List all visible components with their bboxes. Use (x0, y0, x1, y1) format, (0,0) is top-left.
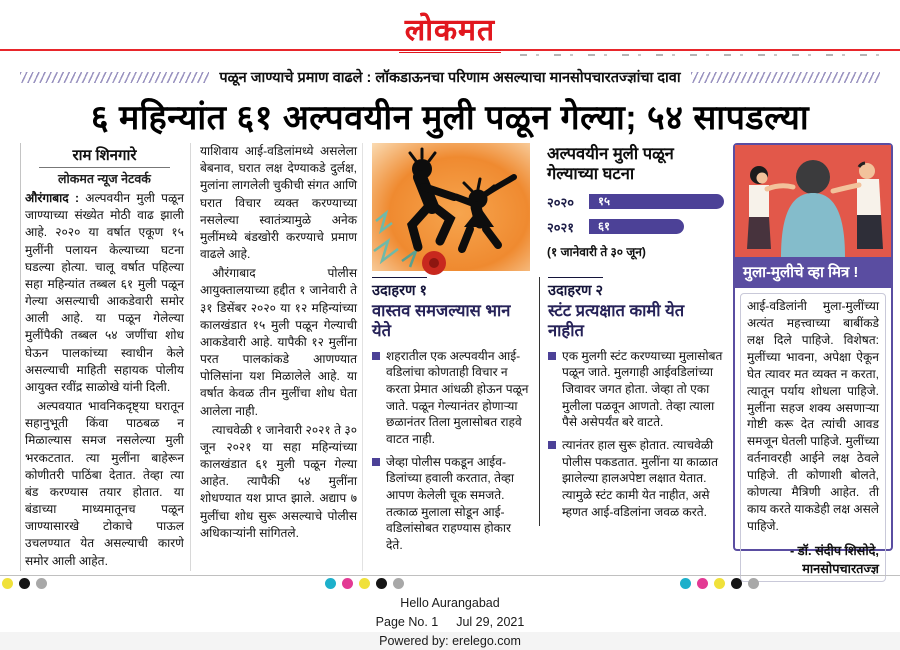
chart-category-label: २०२० (547, 193, 581, 211)
edition-name: Hello Aurangabad (0, 594, 900, 613)
example-2-bullets (548, 348, 724, 521)
gray-dot-icon (748, 578, 759, 589)
page-number: Page No. 1 (376, 615, 439, 629)
yellow-dot-icon (2, 578, 13, 589)
runaway-incidents-chart (539, 143, 724, 275)
lokmat-logo: लोकमत (399, 8, 501, 53)
black-dot-icon (731, 578, 742, 589)
example-1-title: वास्तव समजल्यास भान येते (372, 302, 530, 342)
example-2-section (539, 277, 724, 526)
runaway-couple-illustration (372, 143, 530, 271)
bullet-square-icon (548, 441, 556, 449)
magenta-dot-icon (342, 578, 353, 589)
masthead (0, 0, 900, 46)
epaper-footer (0, 590, 900, 650)
example-2-title: स्टंट प्रत्यक्षात कामी येत नाहीत (548, 302, 724, 342)
kicker-row (20, 67, 880, 87)
article-paragraph: औरंगाबाद पोलीस आयुक्तालयाच्या हद्दीत १ जानेवारी ते ३१ डिसेंबर २०२० या १२ महिन्यांच्या कालखंडात १५ मुली पळून गेल्याची आकडेवारी आहे. यापैकी १२ मुलींना परत पालकांकडे आणण्यात पोलिसांना यश मिळालेले आहे. या वर्षात केवळ तीन मुलींचा शोध घेता आलेला नाही. (200, 265, 357, 420)
chart-category-label: २०२१ (547, 218, 581, 236)
hatch-decoration-left (20, 72, 209, 83)
example-1-bullets (372, 348, 530, 554)
expert-role: मानसोपचारतज्ज्ञ (747, 559, 879, 577)
bullet-item (372, 454, 530, 554)
expert-name: - डॉ. संदीप शिसोदे, (747, 541, 879, 559)
gray-dot-icon (36, 578, 47, 589)
bullet-text: एक मुलगी स्टंट करण्याच्या मुलासोबत पळून जाते. मुलगाही आईवडिलांच्या जिवावर जगत होता. जेव्हा तो एका मुलीला पळवून आणतो. तेव्हा त्याला पैसे असेपर्यंत बरे वाटते. (562, 348, 724, 431)
example-1-section (372, 277, 530, 554)
edition-date: Jul 29, 2021 (456, 615, 524, 629)
cyan-dot-icon (325, 578, 336, 589)
chart-bar-2020 (589, 194, 724, 209)
yellow-dot-icon (359, 578, 370, 589)
registration-dots-left (0, 578, 47, 589)
article-paragraph: याशिवाय आई-वडिलांमध्ये असलेला बेबनाव, घरात लक्ष देण्याकडे दुर्लक्ष, मुलांना लागलेली चुकीची संगत आणि घरात विचार व्यक्त करण्याच्या नसलेल्या स्वातंत्र्यामुळे अनेक मुलींमध्ये बंडखोरी करण्याचे प्रमाण वाढले आहे. (200, 143, 357, 263)
expert-advice-box (733, 143, 893, 551)
article-column-3 (372, 143, 530, 571)
hatch-decoration-right (691, 72, 880, 83)
chart-value-label: १५ (589, 194, 610, 209)
bullet-text: जेव्हा पोलीस पकडून आईव-डिलांच्या हवाली करतात, तेव्हा आपण केलेली चूक समजते. तत्काळ मुलाला सोडून आई-वडिलांसोबत राहण्यास होकार देते. (386, 454, 530, 554)
yellow-dot-icon (714, 578, 725, 589)
bullet-item (548, 348, 724, 431)
chart-note: (१ जानेवारी ते ३० जून) (547, 243, 724, 260)
advice-box-text: आई-वडिलांनी मुला-मुलींच्या अत्यंत महत्त्वाच्या बाबींकडे लक्ष दिले पाहिजे. विशेषत: मुलींच्या भावना, अपेक्षा ऐकून घेत त्यावर मत व्यक्त न करता, त्यातून पर्याय शोधला पाहिजे. मुलींना सहज शक्य असणाऱ्या गोष्टी करू देत त्यांची आवड समजून घेतली पाहिजे. मुलींच्या वर्तनावरही आईने लक्ष ठेवले पाहिजे. ती कोणाशी बोलते, कोणत्या मैत्रिणी आहेत. ती काय करते याकडेही लक्ष असले पाहिजे. (747, 298, 879, 535)
example-2-label: उदाहरण २ (548, 277, 603, 300)
news-network-credit: लोकमत न्यूज नेटवर्क (25, 170, 184, 187)
chart-title: अल्पवयीन मुली पळून गेल्याच्या घटना (547, 145, 724, 185)
example-1-label: उदाहरण १ (372, 277, 427, 300)
registration-dots-center (325, 578, 404, 589)
chart-row-2020 (547, 193, 724, 211)
registration-dots-right (680, 578, 759, 589)
advice-box-title: मुला-मुलीचे व्हा मित्र ! (735, 257, 891, 288)
black-dot-icon (376, 578, 387, 589)
chart-bar-2021 (589, 219, 684, 234)
article-paragraph (25, 190, 184, 396)
print-registration-strip (0, 575, 900, 590)
byline: राम शिनगारे (39, 145, 170, 168)
cyan-dot-icon (680, 578, 691, 589)
article-paragraph: अल्पवयात भावनिकदृष्ट्या घरातून सहानुभूती किंवा पाठबळ न मिळाल्यास समज नसलेल्या मुली भरकटतात. त्या मुलींना बाहेरून कोणीतरी पाठिंबा देतात. तेव्हा त्या बंड करण्यास तयार होतात. या बंडाच्या माध्यमातूनच पळून जाण्यासारखे टोकाचे पाऊल उचलण्यात येत असल्याची कारणे समोर आली आहेत. (25, 398, 184, 570)
headline: ६ महिन्यांत ६१ अल्पवयीन मुली पळून गेल्या; ५४ सापडल्या (20, 93, 880, 139)
article-column-4 (539, 143, 724, 571)
magenta-dot-icon (697, 578, 708, 589)
article-paragraph: त्याचवेळी १ जानेवारी २०२१ ते ३० जून २०२१ या सहा महिन्यांच्या कालखंडात ६१ मुली पळून गेल्या आहेत. त्यापैकी ५४ मुलींना शोधण्यात यश प्राप्त झाले. अद्याप ७ मुलींचा शोध सुरू असल्याचे पोलीस अधिकाऱ्यांनी सांगितले. (200, 422, 357, 542)
powered-by: Powered by: erelego.com (0, 632, 900, 650)
parents-scolding-illustration (735, 145, 891, 257)
paragraph-text: अल्पवयीन मुली पळून जाण्याच्या संख्येत मोठी वाढ झाली आहे. २०२० या वर्षात एकूण १५ मुलींनी पलायन केल्याच्या घटना घडल्या होत्या. चालू वर्षात पहिल्या सहा महिन्यांत तब्बल ६१ मुली पळून गेल्या असल्याची आकडेवारी समोर आली आहे. या पळून गेलेल्या मुलींपैकी तब्बल ५४ जणींचा शोध घेऊन पालकांच्या स्वाधीन केले असल्याची माहिती सहायक पोलीय आयुक्त रवींद्र साळोखे यांनी दिली. (25, 191, 184, 394)
article-column-2 (200, 143, 363, 571)
cropped-text-fragments (520, 52, 892, 59)
bullet-square-icon (548, 352, 556, 360)
article-body (20, 143, 893, 571)
bullet-square-icon (372, 458, 380, 466)
bullet-text: शहरातील एक अल्पवयीन आई-वडिलांचा कोणताही विचार न करता प्रेमात आंधळी होऊन पळून जाते. पळून गेल्यानंतर होणाऱ्या छळानंतर तिला मुलासोबत राहवे वाटत नाही. (386, 348, 530, 448)
advice-box-card (740, 293, 886, 582)
bullet-item (372, 348, 530, 448)
bullet-item (548, 437, 724, 520)
chart-row-2021 (547, 218, 724, 236)
article-column-1 (25, 143, 191, 571)
black-dot-icon (19, 578, 30, 589)
gray-dot-icon (393, 578, 404, 589)
dateline: औरंगाबाद : (25, 191, 79, 205)
bullet-text: त्यानंतर हाल सुरू होतात. त्याचवेळी पोलीस पकडतात. मुलींना या काळात झालेल्या हालअपेष्टा लक्षात येतात. त्यामुळे स्टंट कामी येत नाहीत, असे म्हणत आई-वडिलांना जवळ करते. (562, 437, 724, 520)
page-meta (0, 613, 900, 632)
kicker-text: पळून जाण्याचे प्रमाण वाढले : लॉकडाऊनचा परिणाम असल्याचा मानसोपचारतज्ज्ञांचा दावा (219, 67, 680, 87)
bullet-square-icon (372, 352, 380, 360)
chart-value-label: ६१ (589, 219, 610, 234)
